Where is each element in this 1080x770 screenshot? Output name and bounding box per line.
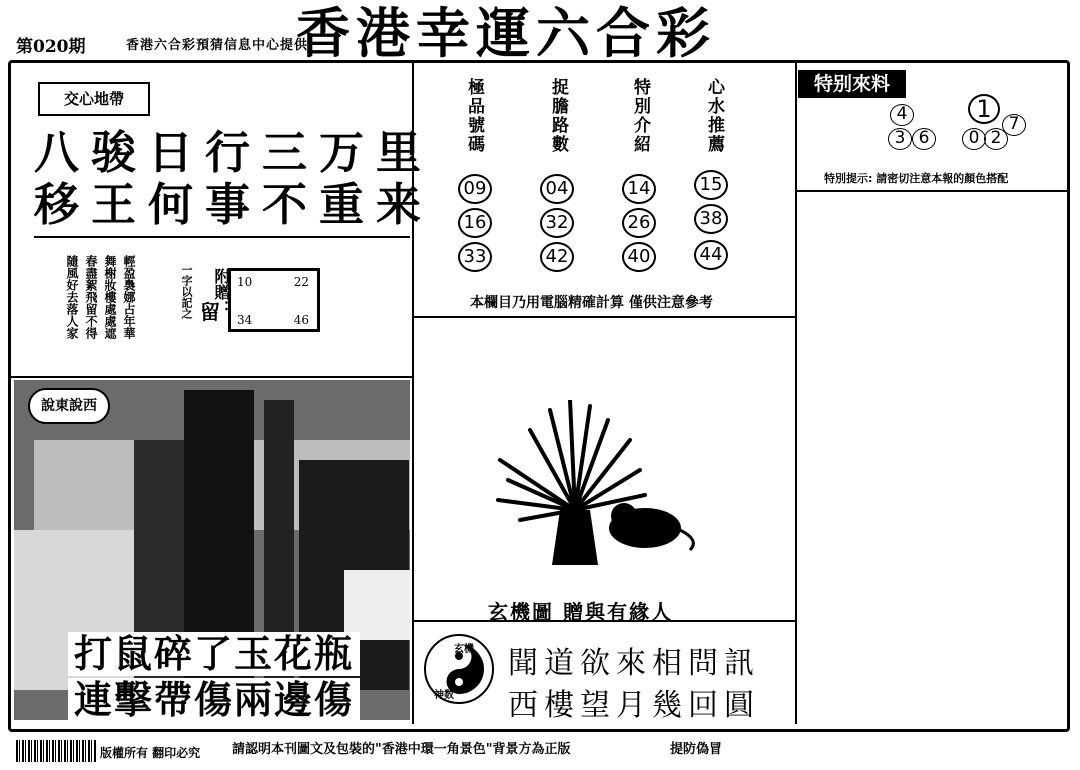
story-badge: 說東說西 (28, 388, 110, 424)
number-ball: 33 (458, 242, 492, 272)
column-heading-special: 特別介紹 (630, 78, 650, 154)
number-ball: 26 (622, 208, 656, 238)
verse-column: 舞榭妝樓處處遮 (103, 255, 117, 339)
heart-zone-banner: 交心地帶 (38, 82, 150, 116)
hint-label: 一字以記之 (180, 264, 193, 319)
column-divider-right (795, 62, 797, 724)
hint-character: 留 (200, 300, 220, 324)
taiji-badge-icon (424, 634, 494, 704)
special-number: 3 (888, 128, 912, 150)
palm-tree-and-animal-illustration (490, 400, 720, 570)
closing-poem-line-2: 西樓望月幾回圓 (508, 688, 760, 723)
section-divider-mid-top (412, 316, 796, 318)
special-title: 特别來料 (798, 70, 906, 98)
attach-numbers-box (228, 268, 320, 332)
attach-number: 22 (293, 275, 309, 289)
number-ball: 15 (694, 170, 728, 200)
special-number: 0 (962, 128, 986, 150)
section-divider-right (796, 190, 1068, 192)
section-divider-left (10, 376, 412, 378)
publisher-note: 香港六合彩預猜信息中心提供 (126, 38, 309, 53)
attach-number: 10 (237, 275, 253, 289)
verse-column: 隨風好去落人家 (65, 255, 79, 339)
special-hint: 特別提示: 請密切注意本報的顏色搭配 (824, 172, 1009, 185)
column-heading-premium: 極品號碼 (464, 78, 484, 154)
mystery-caption: 玄機圖 贈與有緣人 (488, 600, 673, 624)
verse-columns (64, 255, 136, 339)
poem-line-1: 八骏日行三万里 (34, 126, 434, 179)
calculation-note: 本欄目乃用電腦精確計算 僅供注意參考 (470, 295, 713, 311)
attach-number: 46 (293, 313, 309, 327)
number-ball: 04 (540, 174, 574, 204)
number-ball: 14 (622, 174, 656, 204)
special-number: 6 (912, 128, 936, 150)
number-ball: 38 (694, 204, 728, 234)
poem-underline (34, 236, 410, 238)
taiji-label-top: 玄機 (454, 644, 474, 655)
verse-column: 輕盈裊娜占年華 (122, 255, 136, 339)
special-number: 7 (1002, 114, 1026, 136)
special-number-highlight: 1 (968, 94, 1000, 124)
attach-label: 附贈： (212, 268, 231, 316)
barcode-icon (16, 740, 96, 762)
number-ball: 42 (540, 242, 574, 272)
number-ball: 40 (622, 242, 656, 272)
copyright-note: 版權所有 翻印必究 (100, 746, 201, 760)
page-title: 香港幸運六合彩 (296, 1, 716, 65)
story-line-1: 打鼠碎了玉花瓶 (68, 632, 360, 676)
verse-column: 春盡絮飛留不得 (84, 255, 98, 339)
taiji-label-bottom: 神数 (434, 690, 454, 701)
column-heading-recommend: 心水推薦 (704, 78, 724, 154)
story-line-2: 連擊帶傷兩邊傷 (68, 678, 360, 722)
closing-poem-line-1: 聞道欲來相問訊 (508, 646, 760, 681)
column-heading-capture: 捉膽路數 (548, 78, 568, 154)
special-number: 2 (984, 128, 1008, 150)
number-ball: 16 (458, 208, 492, 238)
counterfeit-warning: 提防偽冒 (670, 742, 723, 757)
number-ball: 32 (540, 208, 574, 238)
special-number: 4 (890, 104, 914, 126)
number-ball: 09 (458, 174, 492, 204)
issue-number: 第020期 (16, 37, 86, 57)
attach-number: 34 (237, 313, 253, 327)
number-ball: 44 (694, 240, 728, 270)
poem-line-2: 移王何事不重来 (34, 178, 434, 231)
authenticity-notice: 請認明本刊圖文及包裝的"香港中環一角景色"背景方為正版 (232, 742, 571, 757)
